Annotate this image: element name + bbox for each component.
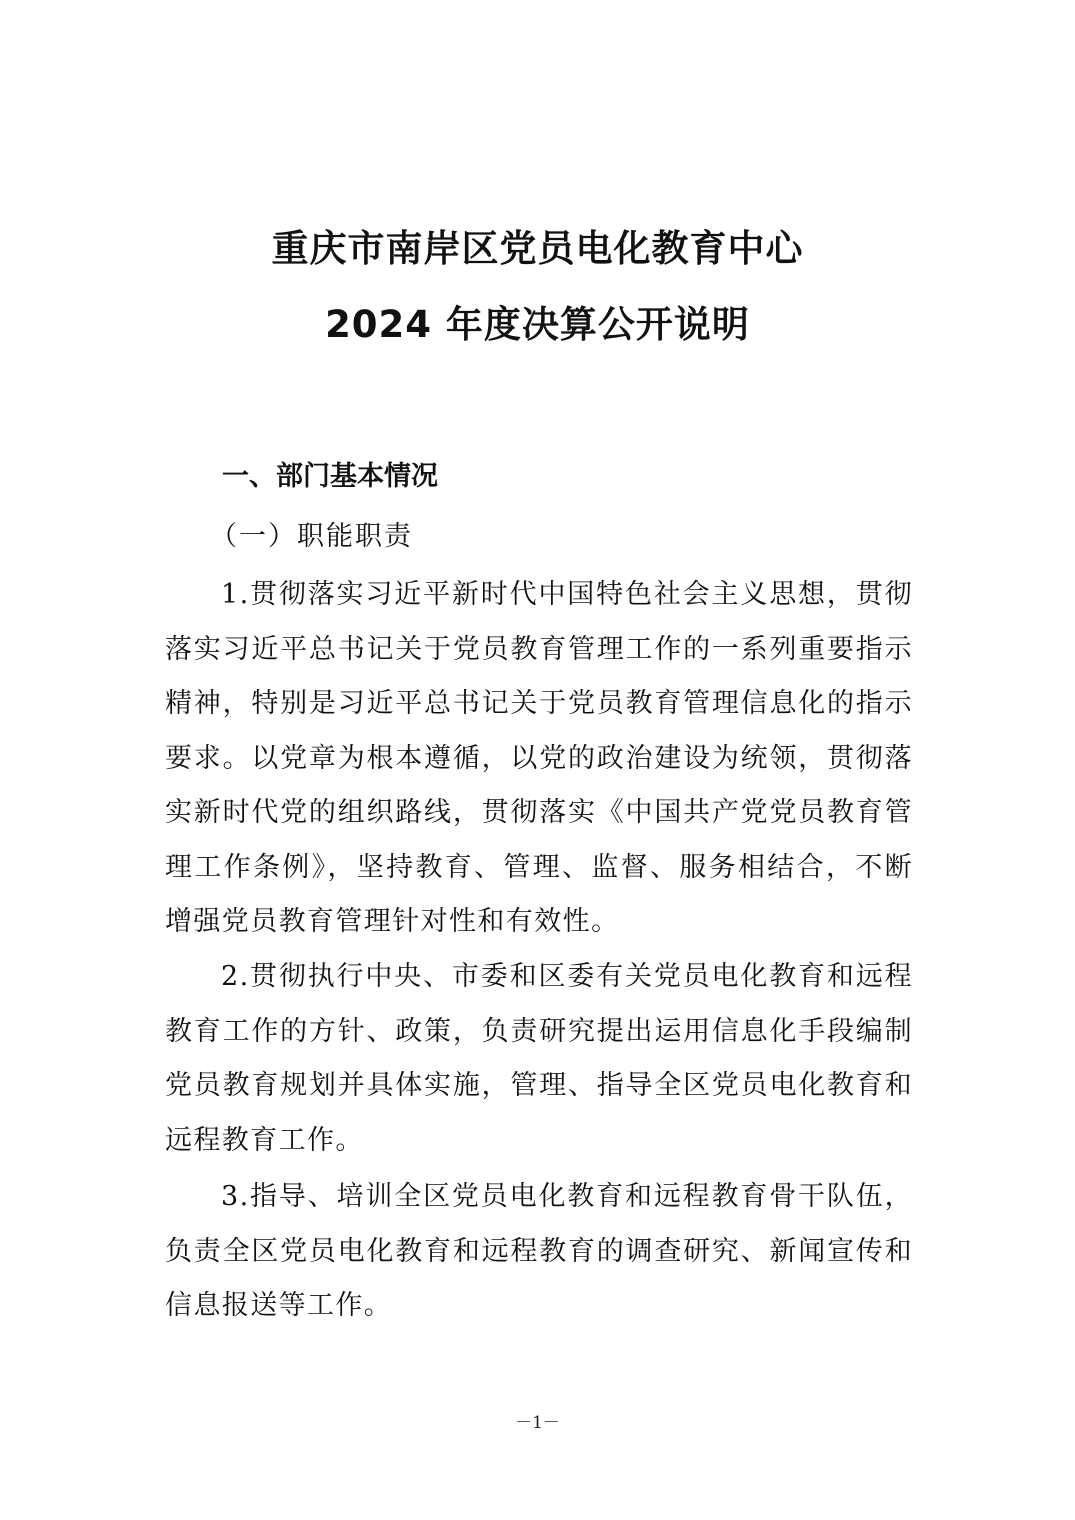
document-title-line2: 2024 年度决算公开说明: [325, 303, 750, 346]
paragraph-3: 3.指导、培训全区党员电化教育和远程教育骨干队伍，负责全区党员电化教育和远程教育的调查研究、新闻宣传和信息报送等工作。: [165, 1181, 913, 1321]
section-heading: 一、部门基本情况: [222, 461, 438, 492]
document-title-line1: 重庆市南岸区党员电化教育中心: [271, 227, 804, 270]
paragraph-1: 1.贯彻落实习近平新时代中国特色社会主义思想，贯彻落实习近平总书记关于党员教育管理工作的一系列重要指示精神，特别是习近平总书记关于党员教育管理信息化的指示要求。以党章为根本遵循，以党的政治建设为统领，贯彻落实新时代党的组织路线，贯彻落实《中国共产党党员教育管理工作条例》，坚持教育、管理、监督、服务相结合，不断增强党员教育管理针对性和有效性。: [165, 579, 913, 937]
paragraph-2: 2.贯彻执行中央、市委和区委有关党员电化教育和远程教育工作的方针、政策，负责研究提出运用信息化手段编制党员教育规划并具体实施，管理、指导全区党员电化教育和远程教育工作。: [165, 961, 913, 1156]
sub-heading: （一）职能职责: [210, 521, 413, 552]
page-number: －1－: [515, 1413, 560, 1433]
